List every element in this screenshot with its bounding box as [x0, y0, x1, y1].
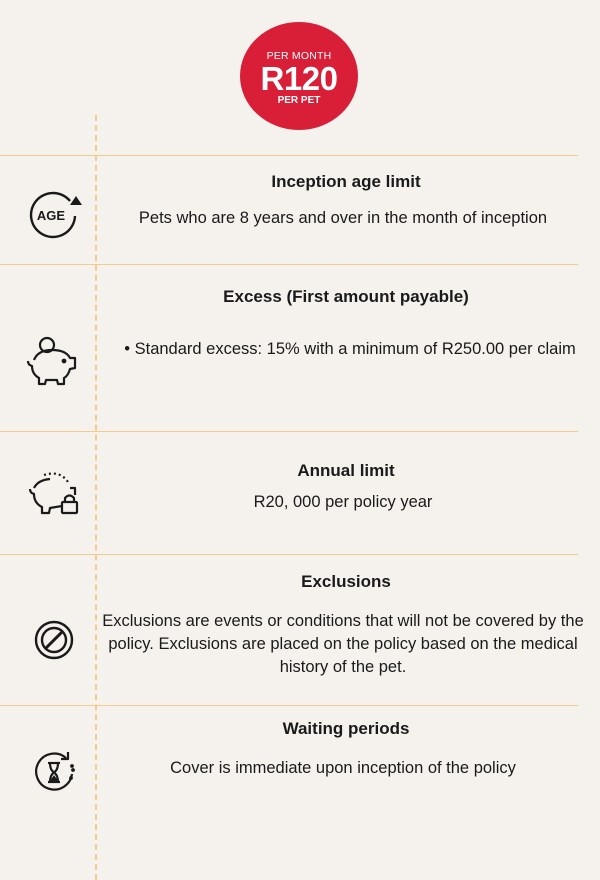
section-body: Exclusions are events or conditions that will not be covered by the policy. Exclusions are placed on the policy based on the medical history of the pet. [102, 612, 584, 676]
section-title: Waiting periods [282, 719, 410, 738]
section-body: • Standard excess: 15% with a minimum of R250.00 per claim [124, 340, 576, 358]
age-icon-label: AGE [36, 208, 66, 223]
badge-unit: PER PET [277, 95, 321, 106]
section-divider [0, 155, 578, 156]
section-body: R20, 000 per policy year [253, 493, 433, 511]
section-divider [0, 705, 578, 706]
section-title: Annual limit [297, 461, 395, 480]
section-divider [0, 554, 578, 555]
prohibited-icon [20, 610, 86, 670]
section-title: Exclusions [301, 572, 391, 591]
vertical-dashed-divider [95, 115, 97, 880]
piggy-bank-coins-icon [20, 332, 86, 392]
badge-period: PER MONTH [266, 50, 332, 62]
price-badge [240, 22, 358, 130]
section-divider [0, 264, 578, 265]
section-title: Excess (First amount payable) [223, 287, 469, 306]
piggy-bank-lock-icon [20, 462, 86, 522]
section-body: Cover is immediate upon inception of the policy [170, 759, 516, 777]
badge-price: R120 [260, 60, 338, 97]
section-body: Pets who are 8 years and over in the month of inception [138, 209, 548, 227]
section-title: Inception age limit [271, 172, 421, 191]
age-icon [20, 184, 86, 244]
hourglass-icon [20, 742, 86, 802]
section-divider [0, 431, 578, 432]
